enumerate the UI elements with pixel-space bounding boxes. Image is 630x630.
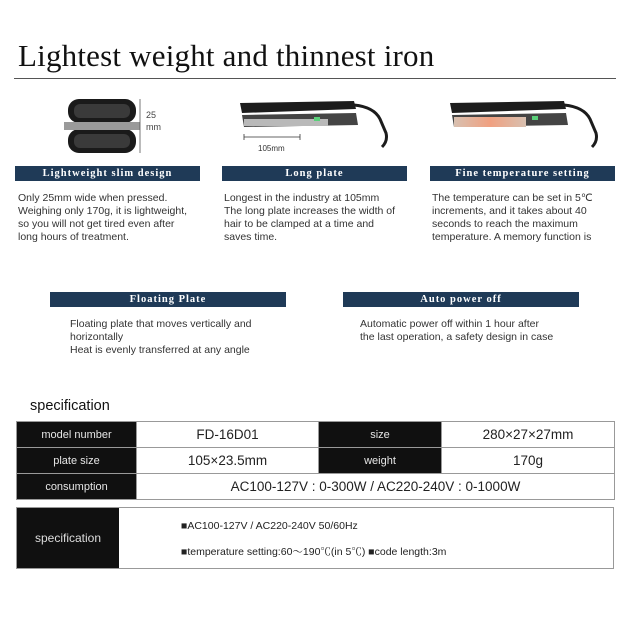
plate-size-label: plate size bbox=[17, 448, 137, 474]
plate-length-label: 105mm bbox=[258, 144, 285, 153]
heated-iron-image bbox=[446, 95, 611, 157]
banner-auto-power-off: Auto power off bbox=[343, 292, 579, 307]
table-row bbox=[17, 422, 615, 448]
size-value: 280×27×27mm bbox=[442, 422, 615, 448]
desc-floating-plate: Floating plate that moves vertically and horizontally Heat is evenly transferred at any angle bbox=[70, 318, 252, 356]
model-number-value: FD-16D01 bbox=[137, 422, 319, 448]
banner-long-plate: Long plate bbox=[222, 166, 407, 181]
specification-box-label: specification bbox=[17, 508, 119, 568]
plate-size-value: 105×23.5mm bbox=[137, 448, 319, 474]
specification-table bbox=[16, 421, 615, 500]
consumption-label: consumption bbox=[17, 474, 137, 500]
size-label: size bbox=[319, 422, 442, 448]
desc-fine-temperature-setting: The temperature can be set in 5℃ increments, and it takes about 40 seconds to reach the maximum temperature. A memory function is bbox=[432, 192, 593, 243]
table-row bbox=[17, 448, 615, 474]
spec-temperature-cord-line: ■temperature setting:60～190℃(in 5℃) ■code length:3m bbox=[181, 546, 447, 558]
width-label-value: 25 bbox=[146, 110, 157, 120]
slim-iron-cross-section-image bbox=[60, 95, 170, 157]
desc-long-plate: Longest in the industry at 105mm The long plate increases the width of hair to be clamped at a time and saves time. bbox=[224, 192, 396, 243]
consumption-value: AC100-127V : 0-300W / AC220-240V : 0-1000W bbox=[137, 474, 615, 500]
desc-lightweight-slim-design: Only 25mm wide when pressed. Weighing only 170g, it is lightweight, so you will not get tired even after long hours of treatment. bbox=[18, 192, 188, 243]
banner-fine-temperature-setting: Fine temperature setting bbox=[430, 166, 615, 181]
banner-lightweight-slim-design: Lightweight slim design bbox=[15, 166, 200, 181]
title-divider bbox=[14, 78, 616, 79]
weight-label: weight bbox=[319, 448, 442, 474]
page-title: Lightest weight and thinnest iron bbox=[18, 38, 435, 73]
weight-value: 170g bbox=[442, 448, 615, 474]
width-label-unit: mm bbox=[146, 122, 161, 132]
desc-auto-power-off: Automatic power off within 1 hour after the last operation, a safety design in case bbox=[360, 318, 554, 343]
specification-heading: specification bbox=[30, 398, 110, 414]
model-number-label: model number bbox=[17, 422, 137, 448]
table-row bbox=[17, 474, 615, 500]
specification-box bbox=[16, 507, 614, 569]
banner-floating-plate: Floating Plate bbox=[50, 292, 286, 307]
spec-power-line: ■AC100-127V / AC220-240V 50/60Hz bbox=[181, 520, 358, 532]
